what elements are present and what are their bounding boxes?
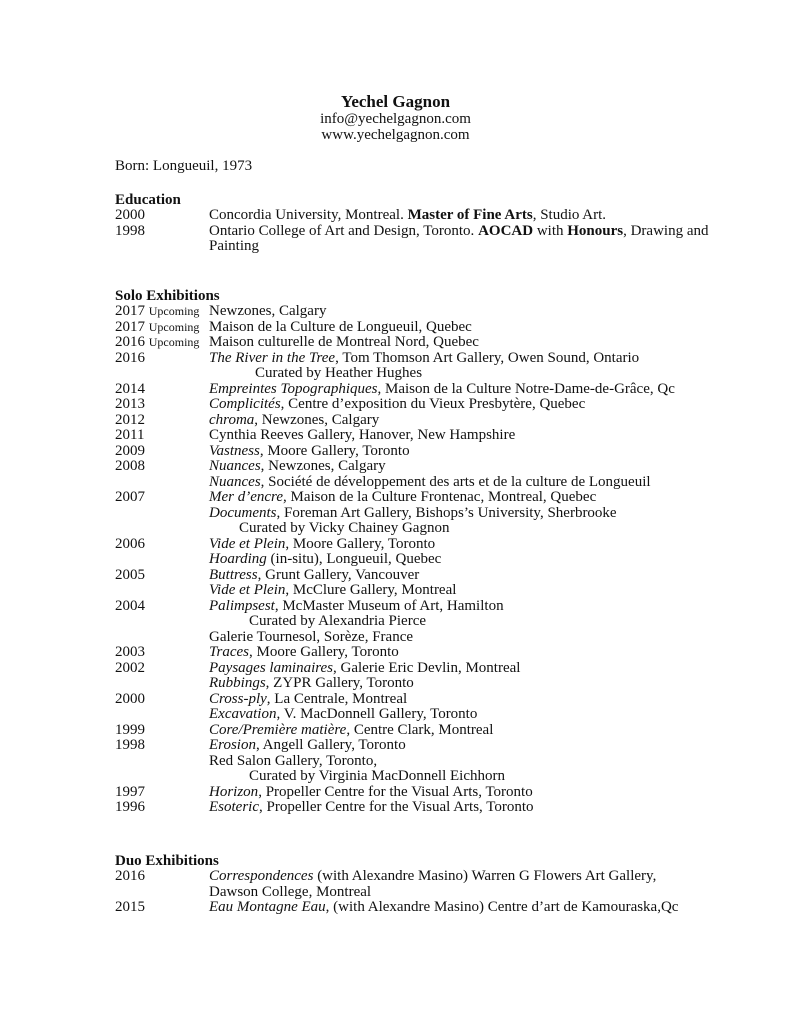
- exhibition-row: [115, 800, 755, 816]
- exhibition-row: [115, 459, 755, 475]
- exhibition-venue: Newzones, Calgary: [209, 303, 327, 319]
- exhibition-row: [115, 552, 755, 568]
- education-honours: Honours: [567, 222, 624, 239]
- curator-note: Curated by Alexandria Pierce: [249, 613, 427, 629]
- exhibition-title: Empreintes Topographiques: [209, 380, 378, 397]
- education-year: 1998: [115, 222, 145, 239]
- exhibition-year: [115, 382, 209, 398]
- exhibition-venue: , Centre d’exposition du Vieux Presbytère, Quebec: [280, 396, 586, 412]
- exhibition-year: [115, 738, 209, 754]
- exhibition-year-value: 2014: [115, 380, 145, 397]
- exhibition-year: [115, 599, 209, 615]
- exhibition-row: [115, 490, 755, 506]
- exhibition-row: [115, 645, 755, 661]
- duo-exhibitions-list: [115, 869, 755, 916]
- exhibition-venue: , Centre Clark, Montreal: [346, 721, 494, 738]
- exhibition-year: [115, 568, 209, 584]
- exhibition-row: [115, 335, 755, 351]
- exhibition-year: [115, 869, 209, 885]
- exhibition-venue: , Newzones, Calgary: [260, 458, 386, 474]
- exhibition-row: [115, 521, 755, 537]
- exhibition-title: Esoteric: [209, 799, 259, 815]
- exhibition-title: Correspondences: [209, 868, 314, 884]
- exhibition-venue: , Moore Gallery, Toronto: [259, 442, 410, 459]
- exhibition-year-value: 2009: [115, 442, 145, 459]
- exhibition-venue: Maison de la Culture de Longueuil, Quebec: [209, 318, 472, 335]
- exhibition-row: [115, 304, 755, 320]
- solo-exhibitions-heading: Solo Exhibitions: [115, 288, 220, 304]
- exhibition-venue: Maison culturelle de Montreal Nord, Quebec: [209, 334, 479, 350]
- exhibition-venue: Galerie Tournesol, Sorèze, France: [209, 628, 414, 645]
- upcoming-tag: Upcoming: [148, 319, 200, 334]
- upcoming-tag: Upcoming: [148, 304, 200, 318]
- exhibition-year-value: 2006: [115, 535, 145, 552]
- exhibition-year-value: 2007: [115, 489, 145, 505]
- education-mid: with: [533, 222, 568, 239]
- exhibition-venue: (with Alexandre Masino) Warren G Flowers Art Gallery,: [313, 868, 657, 884]
- duo-exhibitions-section: [115, 853, 755, 916]
- exhibition-year: [115, 304, 209, 320]
- exhibition-venue: Red Salon Gallery, Toronto,: [209, 752, 378, 769]
- exhibition-row: [115, 397, 755, 413]
- curator-note: Curated by Virginia MacDonnell Eichhorn: [249, 768, 505, 784]
- exhibition-row: [115, 769, 755, 785]
- education-rest: , Studio Art.: [532, 207, 607, 223]
- exhibition-year: [115, 692, 209, 708]
- exhibition-title: Vide et Plein: [209, 582, 286, 598]
- exhibition-year-value: 2013: [115, 396, 145, 412]
- exhibition-year: [115, 444, 209, 460]
- exhibition-year: [115, 397, 209, 413]
- education-school: Concordia University, Montreal.: [209, 207, 408, 223]
- exhibition-row: [115, 320, 755, 336]
- solo-exhibitions-section: [115, 288, 755, 816]
- exhibition-year: [115, 428, 209, 444]
- curator-note: Curated by Heather Hughes: [255, 365, 423, 381]
- education-school: Ontario College of Art and Design, Toronto.: [209, 222, 479, 239]
- upcoming-tag: Upcoming: [148, 335, 200, 349]
- exhibition-year-value: 2012: [115, 411, 145, 428]
- exhibition-year: [115, 537, 209, 553]
- exhibition-title: Complicités: [209, 396, 281, 412]
- exhibition-venue: , Propeller Centre for the Visual Arts, Toronto: [258, 783, 533, 800]
- birth-info: Born: Longueuil, 1973: [115, 158, 253, 174]
- exhibition-year-value: 2017: [115, 318, 145, 335]
- exhibition-venue: , La Centrale, Montreal: [266, 690, 408, 707]
- exhibition-title: The River in the Tree: [209, 349, 336, 366]
- exhibition-title: Excavation: [209, 706, 277, 722]
- exhibition-row: [115, 413, 755, 429]
- exhibition-year: [115, 413, 209, 429]
- exhibition-title: Core/Première matière: [209, 721, 347, 738]
- exhibition-row: [115, 475, 755, 491]
- exhibition-row: [115, 382, 755, 398]
- exhibition-year: [115, 335, 209, 351]
- exhibition-year: [115, 661, 209, 677]
- exhibition-title: Mer d’encre: [209, 489, 283, 505]
- exhibition-venue: , Maison de la Culture Frontenac, Montreal, Quebec: [283, 489, 597, 505]
- exhibition-year-value: 1998: [115, 737, 145, 753]
- exhibition-row: [115, 723, 755, 739]
- exhibition-title: Rubbings: [209, 675, 266, 691]
- exhibition-year-value: 2003: [115, 644, 145, 660]
- exhibition-year-value: 2015: [115, 899, 145, 915]
- exhibition-title: Eau Montagne Eau: [209, 899, 326, 915]
- exhibition-row: [115, 444, 755, 460]
- exhibition-year-value: 2016: [115, 868, 145, 884]
- exhibition-row: [115, 754, 755, 770]
- artist-name: Yechel Gagnon: [340, 92, 451, 111]
- exhibition-row: [115, 885, 755, 901]
- exhibition-row: [115, 537, 755, 553]
- exhibition-title: Erosion: [209, 737, 256, 753]
- exhibition-year-value: 2008: [115, 458, 145, 474]
- exhibition-row: [115, 428, 755, 444]
- exhibition-row: [115, 583, 755, 599]
- exhibition-year-value: 2016: [115, 334, 145, 350]
- exhibition-year: [115, 351, 209, 367]
- exhibition-year-value: 2004: [115, 597, 145, 614]
- exhibition-row: [115, 785, 755, 801]
- exhibition-venue: , McClure Gallery, Montreal: [285, 582, 457, 598]
- exhibition-year-value: 1996: [115, 799, 145, 815]
- exhibition-title: Palimpsest: [209, 597, 275, 614]
- exhibition-title: Vastness: [209, 442, 260, 459]
- exhibition-title: Hoarding: [209, 551, 267, 567]
- exhibition-title: Vide et Plein: [209, 535, 286, 552]
- exhibition-venue: , Moore Gallery, Toronto: [285, 535, 436, 552]
- exhibition-title: Paysages laminaires: [209, 659, 334, 676]
- exhibition-row: [115, 900, 755, 916]
- exhibition-year: [115, 785, 209, 801]
- exhibition-venue: (in-situ), Longueuil, Quebec: [266, 551, 442, 567]
- exhibition-year-value: 2000: [115, 690, 145, 707]
- exhibition-year: [115, 490, 209, 506]
- exhibition-row: [115, 599, 755, 615]
- exhibition-year-value: 1997: [115, 783, 145, 800]
- exhibition-venue: , Tom Thomson Art Gallery, Owen Sound, Ontario: [335, 349, 640, 366]
- email-link[interactable]: info@yechelgagnon.com: [320, 111, 471, 127]
- exhibition-venue: , Moore Gallery, Toronto: [249, 644, 399, 660]
- exhibition-row: [115, 707, 755, 723]
- exhibition-year: [115, 723, 209, 739]
- exhibition-venue: , Galerie Eric Devlin, Montreal: [333, 659, 521, 676]
- exhibition-venue: , Foreman Art Gallery, Bishops’s University, Sherbrooke: [276, 504, 617, 521]
- exhibition-year: [115, 459, 209, 475]
- duo-exhibitions-heading: Duo Exhibitions: [115, 853, 219, 869]
- exhibition-title: Nuances: [209, 458, 261, 474]
- education-heading: Education: [115, 192, 181, 208]
- exhibition-year-value: 2011: [115, 427, 145, 443]
- exhibition-year-value: 2005: [115, 566, 145, 583]
- exhibition-row: [115, 738, 755, 754]
- exhibition-venue: , Grunt Gallery, Vancouver: [257, 566, 420, 583]
- exhibition-venue: , Angell Gallery, Toronto: [255, 737, 406, 753]
- exhibition-row: [115, 351, 755, 367]
- website-link[interactable]: www.yechelgagnon.com: [321, 127, 470, 143]
- exhibition-title: Traces: [209, 644, 250, 660]
- exhibition-venue: , ZYPR Gallery, Toronto: [265, 675, 414, 691]
- exhibition-venue: , Newzones, Calgary: [254, 411, 380, 428]
- exhibition-title: chroma: [209, 411, 255, 428]
- exhibition-venue: , (with Alexandre Masino) Centre d’art de Kamouraska,Qc: [325, 899, 679, 915]
- exhibition-year: [115, 900, 209, 916]
- exhibition-year-value: 1999: [115, 721, 145, 738]
- exhibition-venue: Dawson College, Montreal: [209, 883, 372, 900]
- exhibition-venue: , Propeller Centre for the Visual Arts, Toronto: [259, 799, 534, 815]
- exhibition-title: Horizon: [209, 783, 259, 800]
- exhibition-row: [115, 692, 755, 708]
- exhibition-venue: Cynthia Reeves Gallery, Hanover, New Hampshire: [209, 427, 516, 443]
- exhibition-venue: , Maison de la Culture Notre-Dame-de-Grâce, Qc: [377, 380, 675, 397]
- education-rest: , Drawing and: [623, 222, 709, 239]
- solo-exhibitions-list: [115, 304, 755, 816]
- exhibition-year-value: 2002: [115, 659, 145, 676]
- exhibition-venue: , Société de développement des arts et de la culture de Longueuil: [260, 473, 651, 490]
- education-entry: [115, 224, 755, 255]
- exhibition-row: [115, 614, 755, 630]
- exhibition-venue: , McMaster Museum of Art, Hamilton: [274, 597, 504, 614]
- exhibition-title: Buttress: [209, 566, 258, 583]
- exhibition-row: [115, 630, 755, 646]
- exhibition-title: Nuances: [209, 473, 261, 490]
- exhibition-venue: , V. MacDonnell Gallery, Toronto: [276, 706, 478, 722]
- education-degree: Master of Fine Arts: [407, 207, 533, 223]
- exhibition-year: [115, 320, 209, 336]
- education-degree: AOCAD: [478, 222, 534, 239]
- exhibition-row: [115, 506, 755, 522]
- education-rest-continued: Painting: [209, 238, 260, 254]
- curator-note: Curated by Vicky Chainey Gagnon: [239, 520, 450, 536]
- education-entry: [115, 208, 755, 224]
- education-year: 2000: [115, 207, 145, 223]
- exhibition-title: Cross-ply: [209, 690, 267, 707]
- exhibition-row: [115, 869, 755, 885]
- exhibition-row: [115, 568, 755, 584]
- exhibition-year: [115, 800, 209, 816]
- education-section: [115, 192, 755, 255]
- exhibition-row: [115, 676, 755, 692]
- exhibition-title: Documents: [209, 504, 277, 521]
- exhibition-year-value: 2016: [115, 349, 145, 366]
- exhibition-year: [115, 645, 209, 661]
- exhibition-year-value: 2017: [115, 303, 145, 319]
- exhibition-row: [115, 661, 755, 677]
- exhibition-row: [115, 366, 755, 382]
